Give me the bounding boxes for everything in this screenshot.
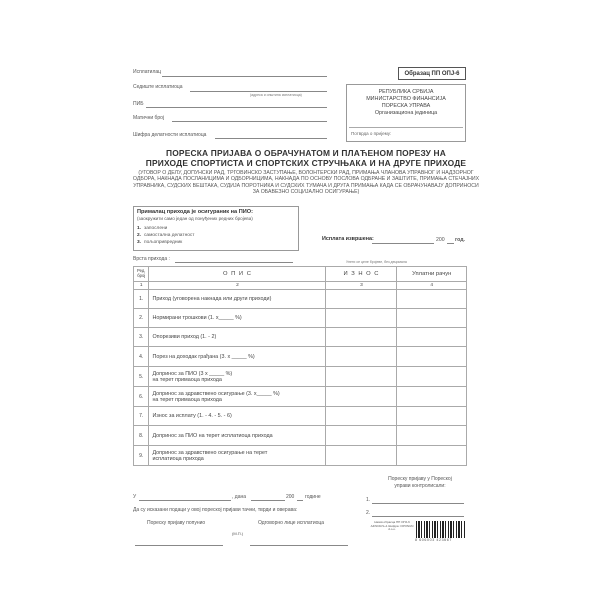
amount-cell[interactable] bbox=[326, 309, 397, 328]
row-description: Допринос за ПИО на терет исплатиоца прихода bbox=[149, 426, 326, 446]
filled-by-label: Пореску пријаву попунио bbox=[147, 520, 206, 526]
publisher-info: Назив обрасца ПП ОПЈ-6 A4/NCR/1+1 Шифра: OPONUN d.o.o. bbox=[370, 520, 414, 532]
row-description: Износ за исплату (1. - 4. - 5. - 6) bbox=[149, 407, 326, 426]
date-year-prefix: 200 bbox=[286, 494, 295, 500]
authority-line-3: ПОРЕСКА УПРАВА bbox=[381, 103, 431, 109]
income-type-field[interactable] bbox=[175, 262, 293, 263]
header-description: О П И С bbox=[149, 267, 326, 282]
pio-instruction: (заокружити само један од понуђених редних бројева) bbox=[137, 216, 253, 221]
receipt-label: Потврда о пријему: bbox=[351, 131, 392, 136]
account-cell[interactable] bbox=[397, 407, 467, 426]
table-row bbox=[134, 407, 467, 426]
date-field[interactable] bbox=[251, 500, 285, 501]
row-number: 9. bbox=[134, 446, 149, 466]
row-description-line-2: исплатиоца прихода bbox=[152, 455, 204, 462]
payment-year-suffix: год. bbox=[455, 237, 465, 243]
account-cell[interactable] bbox=[397, 426, 467, 446]
date-label: , дана bbox=[232, 494, 247, 500]
responsible-person-label: Одговорно лице исплатиоца bbox=[258, 520, 325, 526]
amount-cell[interactable] bbox=[326, 446, 397, 466]
place-field[interactable] bbox=[139, 500, 231, 501]
table-row bbox=[134, 309, 467, 328]
barcode-number: 8 606003 423667 bbox=[415, 538, 452, 542]
account-cell[interactable] bbox=[397, 309, 467, 328]
controller-2-number: 2. bbox=[366, 510, 371, 516]
divider bbox=[349, 127, 463, 128]
row-number: 2. bbox=[134, 309, 149, 328]
payer-label: Исплатилац bbox=[133, 69, 162, 75]
payment-label: Исплата извршена: bbox=[322, 236, 374, 242]
amount-cell[interactable] bbox=[326, 328, 397, 347]
income-type-label: Врста прихода : bbox=[133, 256, 170, 262]
row-description: Порез на доходак грађана (3. x _____ %) bbox=[149, 347, 326, 367]
date-year-field[interactable] bbox=[297, 500, 303, 501]
table-row bbox=[134, 328, 467, 347]
table-row bbox=[134, 446, 467, 466]
authority-line-4: Организациона јединица bbox=[374, 110, 438, 116]
title-line-1: ПОРЕСКА ПРИЈАВА О ОБРАЧУНАТОМ И ПЛАЋЕНОМ ПОРЕЗУ НА bbox=[165, 148, 447, 158]
row-number: 1. bbox=[134, 290, 149, 309]
row-number: 4. bbox=[134, 347, 149, 367]
row-number: 7. bbox=[134, 407, 149, 426]
column-number-row bbox=[134, 282, 467, 290]
authority-line-2: МИНИСТАРСТВО ФИНАНСИЈА bbox=[366, 96, 446, 102]
pio-option-3[interactable] bbox=[137, 240, 182, 245]
controller-1-signature[interactable] bbox=[372, 503, 464, 504]
barcode-icon bbox=[416, 521, 465, 538]
form-code-badge: Образац ПП ОПЈ-6 bbox=[398, 67, 466, 80]
authority-line-1: РЕПУБЛИКА СРБИЈА bbox=[378, 89, 434, 95]
registration-number-field[interactable] bbox=[172, 121, 327, 122]
row-description-line-1: Допринос за здравствено осигурање (3. x_____ %) bbox=[152, 390, 280, 397]
address-hint: (адреса и општина исплатиоца) bbox=[250, 93, 302, 97]
pib-field[interactable] bbox=[146, 107, 327, 108]
header-amount: И З Н О С bbox=[326, 267, 397, 282]
row-number: 3. bbox=[134, 328, 149, 347]
amount-cell[interactable] bbox=[326, 367, 397, 387]
row-description-line-2: на терет примаоца прихода bbox=[152, 376, 222, 383]
header-account: Уплатни рачун bbox=[397, 267, 467, 282]
account-cell[interactable] bbox=[397, 367, 467, 387]
row-description-line-1: Допринос за здравствено осигурање на терет bbox=[152, 449, 268, 456]
filled-by-signature[interactable] bbox=[135, 545, 223, 546]
table-row bbox=[134, 290, 467, 309]
row-number: 8. bbox=[134, 426, 149, 446]
table-row bbox=[134, 426, 467, 446]
payment-date-label bbox=[322, 236, 374, 242]
row-description-line-1: Допринос за ПИО (3 x _____ %) bbox=[152, 370, 233, 377]
pio-option-2[interactable] bbox=[137, 233, 194, 238]
account-cell[interactable] bbox=[397, 347, 467, 367]
payment-date-field[interactable] bbox=[372, 243, 434, 244]
form-title bbox=[125, 148, 487, 168]
account-cell[interactable] bbox=[397, 328, 467, 347]
row-description: Нормирани трошкови (1. x_____ %) bbox=[149, 309, 326, 328]
col-number: 2 bbox=[149, 282, 326, 290]
stamp-label: (М.П.) bbox=[232, 531, 244, 536]
row-description bbox=[149, 446, 326, 466]
row-description bbox=[149, 387, 326, 407]
place-prefix: У bbox=[133, 494, 137, 500]
account-cell[interactable] bbox=[397, 446, 467, 466]
amount-cell[interactable] bbox=[326, 426, 397, 446]
pio-option-1[interactable] bbox=[137, 226, 167, 231]
table-row bbox=[134, 387, 467, 407]
payer-seat-label: Седиште исплатиоца bbox=[133, 84, 183, 90]
col-number: 4 bbox=[397, 282, 467, 290]
row-number: 6. bbox=[134, 387, 149, 407]
amount-hint: Унети се целе бројеве, без децимала bbox=[346, 260, 407, 264]
responsible-signature[interactable] bbox=[250, 545, 348, 546]
tax-authority-box bbox=[346, 84, 466, 142]
row-description bbox=[149, 367, 326, 387]
row-description: Опорезиви приход (1. - 2) bbox=[149, 328, 326, 347]
option-label: запослени bbox=[144, 226, 168, 231]
pib-label: ПИБ bbox=[133, 101, 144, 107]
registration-number-label: Матични број bbox=[133, 115, 165, 121]
form-subtitle: (УГОВОР О ДЕЛУ, ДОПУНСКИ РАД, ТРГОВИНСКО ЗАСТУПАЊЕ, ВОЛОНТЕРСКИ РАД, ПРИМАЊА ЧЛАНОВА УПРАВНОГ И НАДЗОРНОГ ОДБОРА, НАКНАДА ПОСЛАНИЦИМА И ОДБОРНИЦИМА, НАКНАДА ПО ОСНОВУ ПОСЛОВА ОДБРАНЕ И ЗАШТИТЕ, ПРИМАЊА СТЕЧАЈНИХ УПРАВНИКА, СУДСКИХ ВЕШТАКА, СУДИЈА ПОРОТНИКА И СУДСКИХ ТУМАЧА И ДРУГА ПРИМАЊА КАДА СЕ ОБРАЧУНАВАЈУ ДОПРИНОСИ ЗА ОБАВЕЗНО СОЦИЈАЛНО ОСИГУРАЊЕ) bbox=[132, 170, 480, 196]
controlled-by-label: Пореску пријаву у Пореској управи контролисали: bbox=[388, 476, 452, 489]
option-number: 1. bbox=[137, 226, 142, 231]
row-description-line-2: на терет примаоца прихода bbox=[152, 396, 222, 403]
amount-cell[interactable] bbox=[326, 347, 397, 367]
controller-2-signature[interactable] bbox=[372, 516, 464, 517]
payer-field[interactable] bbox=[162, 76, 327, 77]
calculation-table bbox=[133, 266, 467, 466]
activity-code-field[interactable] bbox=[215, 138, 327, 139]
payer-seat-field[interactable] bbox=[190, 91, 327, 92]
amount-cell[interactable] bbox=[326, 407, 397, 426]
amount-cell[interactable] bbox=[326, 387, 397, 407]
date-year-suffix: године bbox=[305, 494, 321, 500]
col-number: 3 bbox=[326, 282, 397, 290]
controller-1-number: 1. bbox=[366, 497, 371, 503]
option-number: 2. bbox=[137, 233, 142, 238]
account-cell[interactable] bbox=[397, 387, 467, 407]
row-number: 5. bbox=[134, 367, 149, 387]
title-line-2: ПРИХОДЕ СПОРТИСТА И СПОРТСКИХ СТРУЧЊАКА И НА ДРУГЕ ПРИХОДЕ bbox=[145, 158, 467, 168]
account-cell[interactable] bbox=[397, 290, 467, 309]
option-label: пољопривредник bbox=[144, 240, 183, 245]
activity-code-label: Шифра делатности исплатиоца bbox=[133, 132, 207, 138]
table-header-row bbox=[134, 267, 467, 282]
table-row bbox=[134, 347, 467, 367]
option-label: самостална делатност bbox=[144, 233, 195, 238]
amount-cell[interactable] bbox=[326, 290, 397, 309]
payment-year-field[interactable] bbox=[447, 243, 454, 244]
option-number: 3. bbox=[137, 240, 142, 245]
declaration-text: Да су исказани подаци у овој пореској пријави тачни, тврди и оверава: bbox=[133, 507, 298, 513]
payment-year-prefix: 200 bbox=[436, 237, 445, 243]
col-number: 1 bbox=[134, 282, 149, 290]
header-row-number: Ред. број bbox=[134, 267, 149, 282]
pio-insured-box bbox=[133, 206, 299, 251]
table-row bbox=[134, 367, 467, 387]
row-description: Приход (уговорена накнада или други приходи) bbox=[149, 290, 326, 309]
pio-heading: Прималац прихода је осигураник на ПИО: bbox=[137, 209, 253, 215]
